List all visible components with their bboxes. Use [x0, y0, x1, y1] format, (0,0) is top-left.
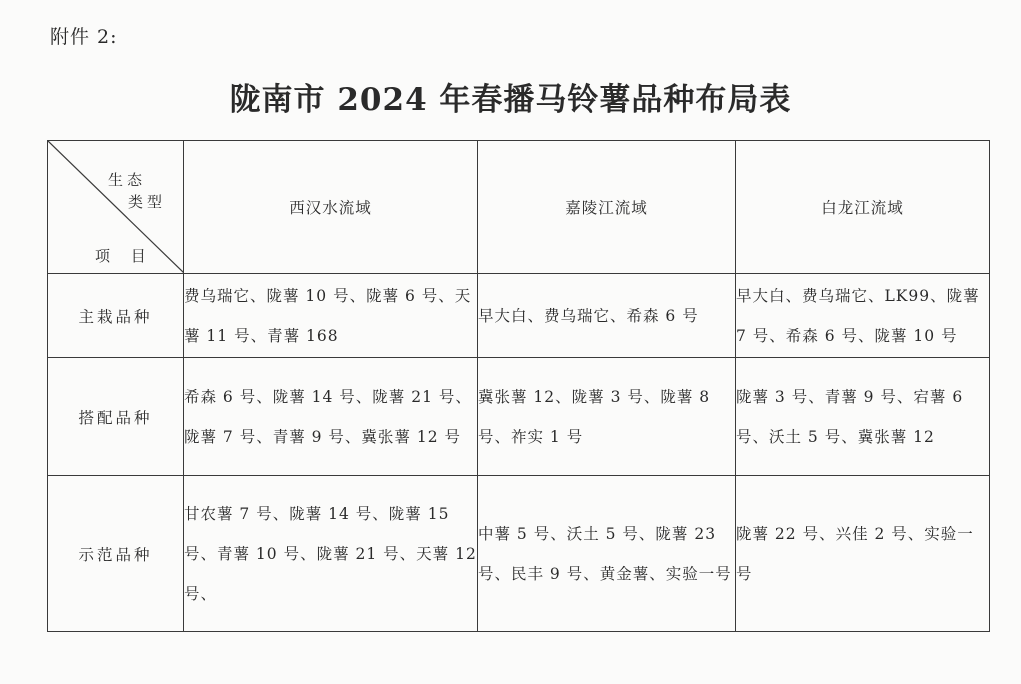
corner-label-type: 类型 — [128, 193, 167, 211]
attachment-label: 附件 2: — [50, 26, 118, 48]
row-header-main: 主栽品种 — [48, 274, 184, 358]
diagonal-header-cell — [48, 141, 184, 274]
table-cell: 希森 6 号、陇薯 14 号、陇薯 21 号、陇薯 7 号、青薯 9 号、冀张薯 12 号 — [184, 358, 478, 476]
variety-layout-table — [47, 140, 990, 632]
table-cell: 冀张薯 12、陇薯 3 号、陇薯 8 号、祚实 1 号 — [478, 358, 736, 476]
corner-label-item: 项 目 — [95, 247, 154, 265]
table-cell: 甘农薯 7 号、陇薯 14 号、陇薯 15 号、青薯 10 号、陇薯 21 号、天薯 12 号、 — [184, 476, 478, 632]
table-row — [48, 476, 990, 632]
page-title: 陇南市 2024 年春播马铃薯品种布局表 — [229, 82, 792, 118]
table-cell: 陇薯 22 号、兴佳 2 号、实验一号 — [736, 476, 990, 632]
table-cell: 费乌瑞它、陇薯 10 号、陇薯 6 号、天薯 11 号、青薯 168 — [184, 274, 478, 358]
corner-label-ecology: 生态 — [108, 171, 147, 189]
table-header-row — [48, 141, 990, 274]
table-cell: 中薯 5 号、沃土 5 号、陇薯 23 号、民丰 9 号、黄金薯、实验一号 — [478, 476, 736, 632]
column-header-xihanshui: 西汉水流域 — [184, 141, 478, 274]
column-header-bailongjiang: 白龙江流域 — [736, 141, 990, 274]
row-header-demonstration: 示范品种 — [48, 476, 184, 632]
table-row — [48, 274, 990, 358]
table-row — [48, 358, 990, 476]
column-header-jialingjiang: 嘉陵江流域 — [478, 141, 736, 274]
table-cell: 早大白、费乌瑞它、希森 6 号 — [478, 274, 736, 358]
row-header-supporting: 搭配品种 — [48, 358, 184, 476]
table-cell: 早大白、费乌瑞它、LK99、陇薯 7 号、希森 6 号、陇薯 10 号 — [736, 274, 990, 358]
table-cell: 陇薯 3 号、青薯 9 号、宕薯 6 号、沃土 5 号、冀张薯 12 — [736, 358, 990, 476]
